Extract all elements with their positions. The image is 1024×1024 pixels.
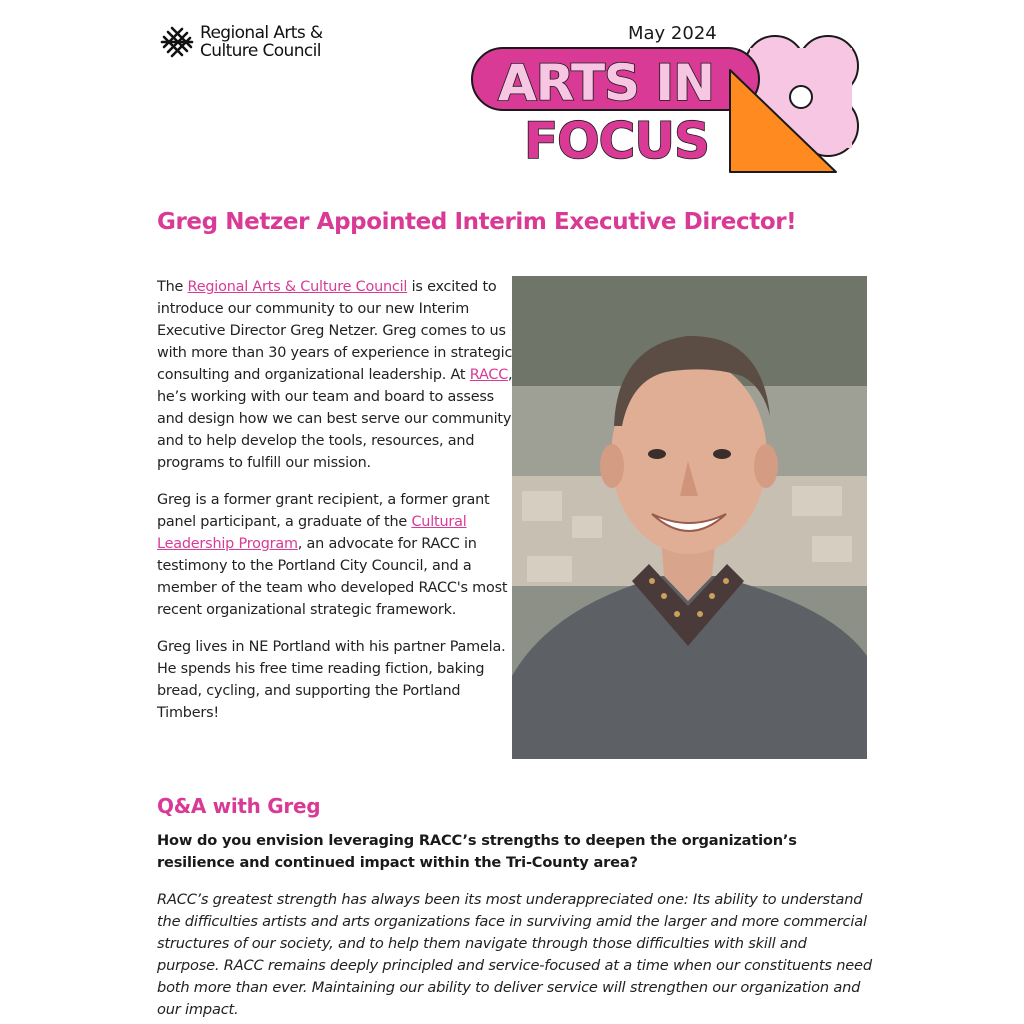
woven-star-icon bbox=[160, 25, 194, 59]
paragraph-intro bbox=[157, 276, 513, 474]
qa-heading: Q&A with Greg bbox=[157, 794, 321, 818]
paragraph-background bbox=[157, 489, 513, 621]
cultural-leadership-program-link[interactable]: Cultural Leadership Program bbox=[157, 514, 467, 552]
racc-full-name-link[interactable]: Regional Arts & Culture Council bbox=[187, 279, 408, 295]
paragraph-text: , an advocate for RACC in testimony to the Portland City Council, and a member of the team who developed RACC's most recent organizational strategic framework. bbox=[157, 536, 508, 618]
paragraph-text: is excited to introduce our community to our new Interim Executive Director Greg Netzer. Greg comes to us with more than 30 years of experience in strategic consulting and organizational leadership. At bbox=[157, 279, 513, 383]
portrait-photo bbox=[512, 276, 867, 759]
portrait-illustration bbox=[512, 276, 867, 759]
org-name: Regional Arts & Culture Council bbox=[200, 23, 323, 61]
racc-link[interactable]: RACC bbox=[469, 367, 509, 383]
paragraph-text: Greg is a former grant recipient, a former grant panel participant, a graduate of the bbox=[157, 492, 490, 530]
article-body bbox=[157, 276, 513, 739]
masthead bbox=[470, 18, 870, 178]
org-logo[interactable] bbox=[160, 24, 323, 60]
paragraph-text: The bbox=[157, 279, 188, 295]
article-headline: Greg Netzer Appointed Interim Executive Director! bbox=[157, 209, 797, 235]
paragraph-personal: Greg lives in NE Portland with his partner Pamela. He spends his free time reading fiction, baking bread, cycling, and supporting the Portland Timbers! bbox=[157, 639, 506, 721]
paragraph-text: , he’s working with our team and board to assess and design how we can best serve our community and to help develop the tools, resources, and programs to fulfill our mission. bbox=[157, 367, 513, 471]
masthead-title-line1: ARTS IN bbox=[498, 54, 714, 112]
qa-question: How do you envision leveraging RACC’s strengths to deepen the organization’s resilience and continued impact within the Tri-County area? bbox=[157, 832, 797, 871]
qa-answer: RACC’s greatest strength has always been its most underappreciated one: Its ability to understand the difficulties artists and arts organizations face in surviving amid the larger and more commercial structures of our society, and to help them navigate through those difficulties with skill and purpose. RACC remains deeply principled and service-focused at a time when our constituents need both more than ever. Maintaining our ability to deliver service will strengthen our organization and our impact. bbox=[157, 891, 872, 1018]
issue-date: May 2024 bbox=[628, 23, 717, 44]
masthead-title-line2: FOCUS bbox=[524, 112, 709, 170]
